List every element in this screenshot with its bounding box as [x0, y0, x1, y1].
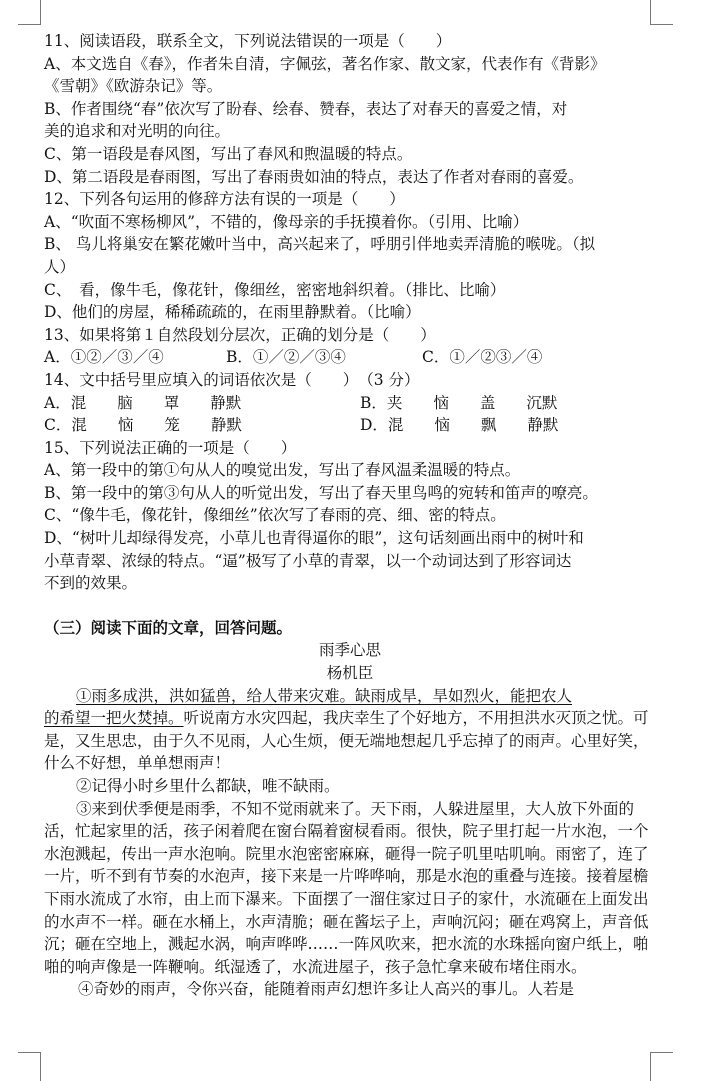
page-corner-mark-bottom-left — [18, 1052, 41, 1081]
question-11-option-d: D、第二语段是春雨图，写出了春雨贵如油的特点，表达了作者对春雨的喜爱。 — [44, 167, 584, 186]
question-12-option-a: A、“吹面不寒杨柳风”，不错的，像母亲的手抚摸着你。（引用、比喻） — [44, 212, 529, 231]
question-15-option-c: C、“像牛毛，像花针，像细丝”依次写了春雨的亮、细、密的特点。 — [44, 506, 506, 525]
question-11-stem: 11、阅读语段，联系全文，下列说法错误的一项是（ ） — [44, 32, 452, 50]
question-15-stem: 15、下列说法正确的一项是（ ） — [44, 438, 297, 457]
question-14-option-d: D．混 恼 飘 静默 — [360, 416, 559, 435]
question-12-option-b: B、 鸟儿将巢安在繁花嫩叶当中，高兴起来了，呼朋引伴地卖弄清脆的喉咙。（拟 — [44, 235, 596, 254]
question-15-option-d-cont-1: 小草青翠、浓绿的特点。“逼”极写了小草的青翠，以一个动词达到了形容词达 — [44, 551, 572, 570]
question-12-option-d: D、他们的房屋，稀稀疏疏的，在雨里静默着。（比喻） — [44, 303, 421, 322]
question-13-options — [44, 346, 656, 369]
question-14-options-row-2 — [44, 414, 656, 437]
section-heading: （三）阅读下面的文章，回答问题。 — [44, 617, 293, 637]
question-11-option-b-cont: 美的追求和对光明的向往。 — [44, 122, 231, 141]
article-paragraph-4: ④奇妙的雨声，令你兴奋，能随着雨声幻想许多让人高兴的事儿。人若是 — [78, 980, 575, 999]
document-body — [44, 30, 656, 1001]
question-14-stem: 14、文中括号里应填入的词语依次是（ ） （3 分） — [44, 370, 420, 389]
article-paragraph-3: ③来到伏季便是雨季，不知不觉雨就来了。天下雨，人躲进屋里，大人放下外面的活，忙起家里的活，孩子闲着爬在窗台隔着窗棂看雨。很快，院子里打起一片水泡，一个水泡溅起，传出一声水泡响。院里水泡密密麻麻，砸得一院子叽里咕叽响。雨密了，连了一片，听不到有节奏的水泡声，接下来是一片哗哗响，那是水泡的重叠与连接。接着屋檐下雨水流成了水帘，由上而下瀑来。下面摆了一溜住家过日子的家什，水流砸在上面发出的水声不一样。砸在水桶上，水声清脆；砸在酱坛子上，声响沉闷；砸在鸡窝上，声音低沉；砸在空地上，溅起水涡，响声哗哗……一阵风吹来，把水流的水珠摇向窗户纸上，啪啪的响声像是一阵鞭响。纸湿透了，水流进屋子，孩子急忙拿来破布堵住雨水。 — [44, 799, 649, 976]
question-14-options-row-1 — [44, 392, 656, 415]
article-paragraph-1-underlined-cont: 的希望一把火焚掉。 — [44, 709, 184, 728]
question-15-option-b: B、第一段中的第③句从人的听觉出发，写出了春天里鸟鸣的宛转和笛声的嘹亮。 — [44, 483, 598, 502]
question-11-option-a: A、本文选自《春》，作者朱自清，字佩弦，著名作家、散文家，代表作有《背影》 — [44, 54, 606, 73]
question-15-option-a: A、第一段中的第①句从人的嗅觉出发，写出了春风温柔温暖的特点。 — [44, 461, 521, 480]
question-12-option-c: C、 看，像牛毛，像花针，像细丝，密密地斜织着。（排比、比喻） — [44, 280, 506, 299]
question-12-option-b-cont: 人） — [44, 257, 76, 276]
question-13-stem: 13、如果将第１自然段划分层次，正确的划分是（ ） — [44, 325, 436, 344]
question-13-option-a: A．①②／③／④ — [44, 348, 164, 367]
question-12-stem: 12、下列各句运用的修辞方法有误的一项是（ ） — [44, 190, 405, 209]
question-11-option-a-cont: 《雪朝》《欧游杂记》等。 — [44, 77, 223, 96]
question-13-option-b: B．①／②／③④ — [226, 348, 346, 367]
page-corner-mark-bottom-right — [650, 1052, 673, 1081]
question-15-option-d: D、“树叶儿却绿得发亮，小草儿也青得逼你的眼”，这句话刻画出雨中的树叶和 — [44, 529, 584, 548]
question-14-option-c: C．混 恼 笼 静默 — [44, 416, 242, 435]
question-11-option-b: B、作者围绕“春”依次写了盼春、绘春、赞春，表达了对春天的喜爱之情，对 — [44, 99, 568, 118]
article-paragraph-2: ②记得小时乡里什么都缺，唯不缺雨。 — [76, 777, 340, 795]
article-author: 杨机臣 — [326, 664, 374, 683]
question-11-option-c: C、第一语段是春风图，写出了春风和煦温暖的特点。 — [44, 144, 413, 163]
question-13-option-c: C．①／②③／④ — [422, 348, 543, 367]
question-15-option-d-cont-2: 不到的效果。 — [44, 574, 138, 593]
page-corner-mark-top-left — [18, 0, 41, 25]
article-paragraph-1-underlined: ①雨多成洪，洪如猛兽，给人带来灾难。缺雨成旱，旱如烈火，能把农人 — [76, 686, 573, 705]
article-paragraph-1 — [44, 685, 656, 775]
article-paragraph-1-rest: 听说南方水灾四起，我庆幸生了个好地方，不用担洪水灭顶之忧。可是，又生思忠，由于久不见雨，人心生烦，便无端地想起几乎忘掉了的雨声。心里好笑，什么不好想，单单想雨声！ — [44, 709, 649, 773]
question-14-option-b: B．夹 恼 盖 沉默 — [360, 393, 558, 412]
question-14-option-a: A．混 脑 罩 静默 — [44, 393, 242, 412]
article-title: 雨季心思 — [318, 641, 381, 660]
page-corner-mark-top-right — [650, 0, 673, 25]
